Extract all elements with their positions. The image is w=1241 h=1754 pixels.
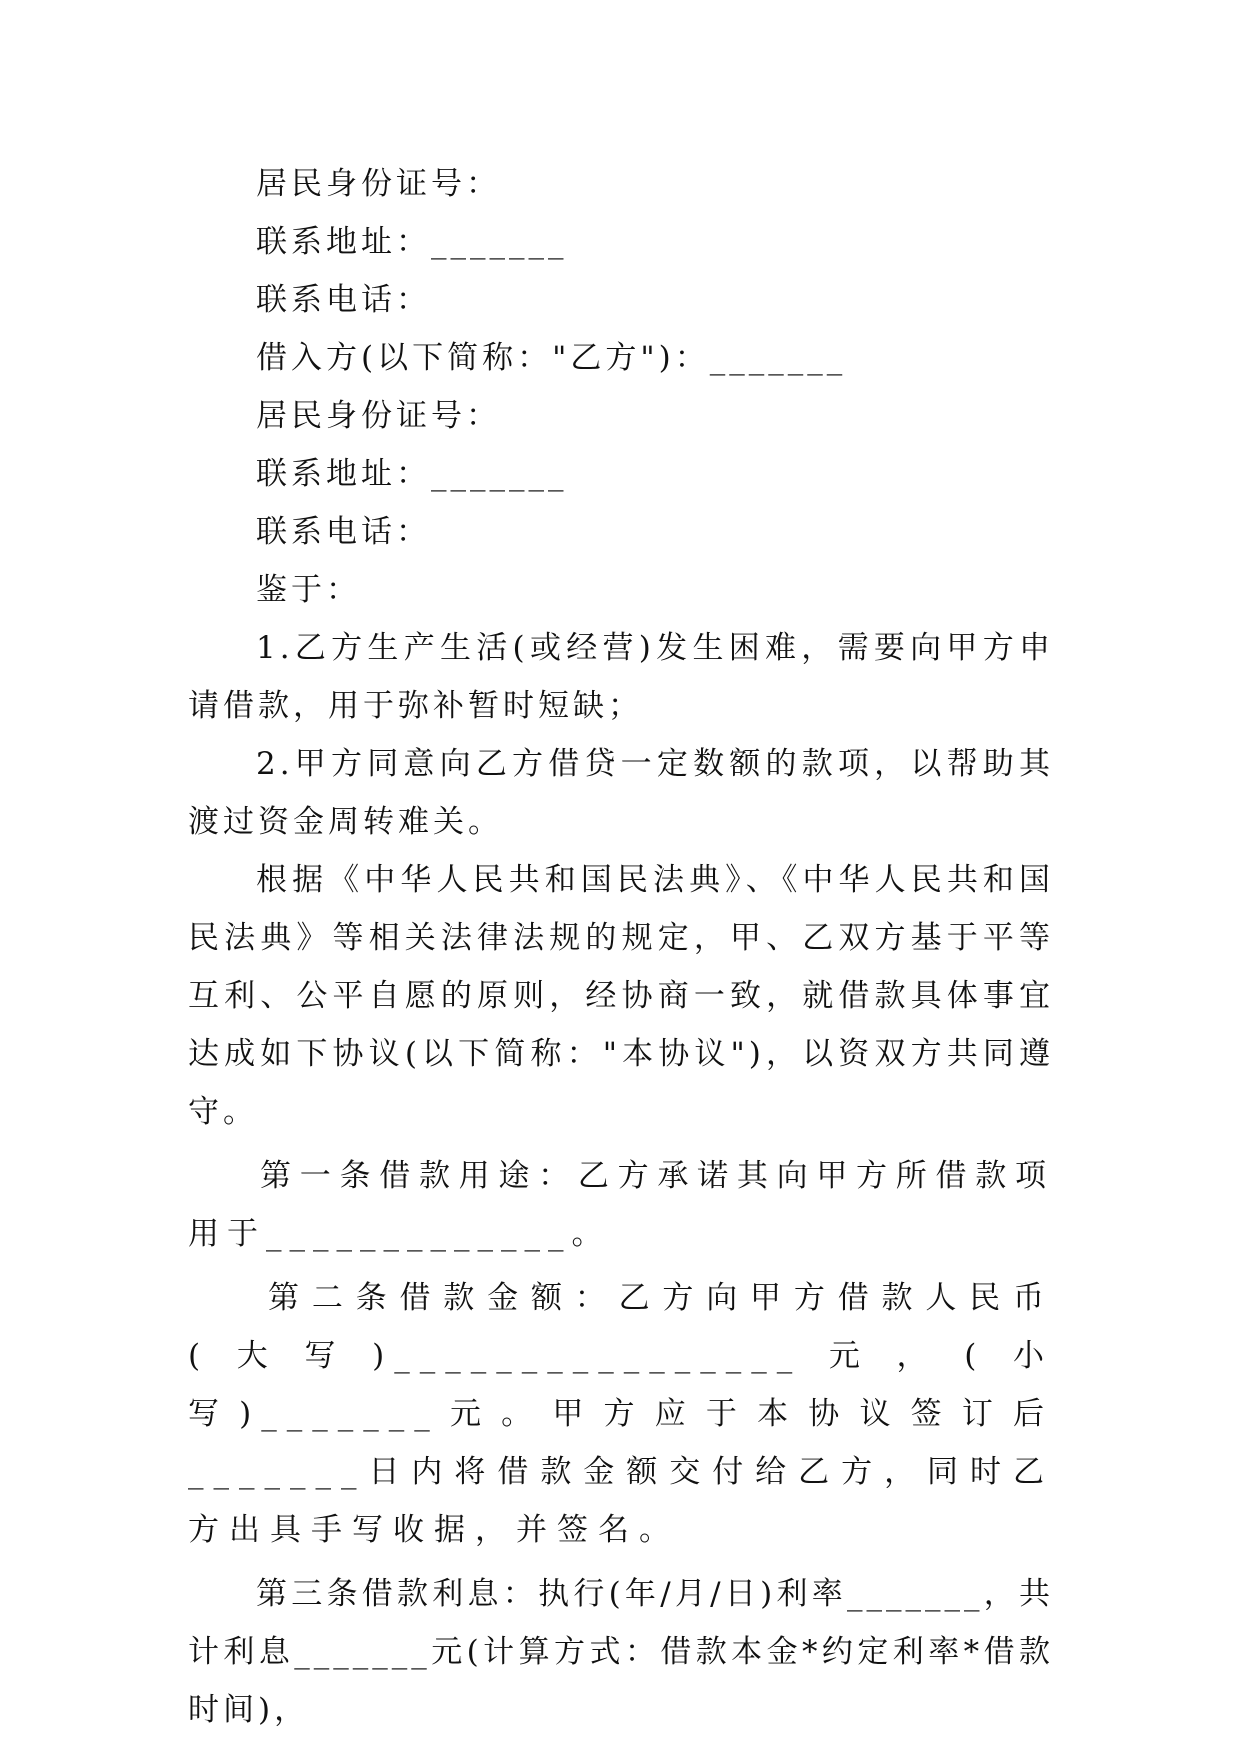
lender-phone-line: 联系电话： — [256, 282, 431, 318]
borrower-phone-line: 联系电话： — [256, 514, 431, 550]
recital-1: 1.乙方生产生活(或经营)发生困难，需要向甲方申请借款，用于弥补暂时短缺； — [188, 630, 1054, 724]
borrower-id-line: 居民身份证号： — [256, 398, 501, 434]
document-body — [188, 155, 1054, 1739]
article-3-interest: 第三条借款利息：执行(年/月/日)利率_______，共计利息_______元(计算方式：借款本金*约定利率*借款时间)， — [188, 1576, 1054, 1728]
article-1-purpose: 第一条借款用途：乙方承诺其向甲方所借款项用于_____________。 — [188, 1158, 1054, 1252]
recital-2: 2.甲方同意向乙方借贷一定数额的款项，以帮助其渡过资金周转难关。 — [188, 746, 1054, 840]
lender-id-line: 居民身份证号： — [256, 166, 501, 202]
borrower-line: 借入方(以下简称："乙方")：_______ — [256, 340, 847, 376]
lender-address-line: 联系地址：_______ — [256, 224, 568, 260]
whereas-line: 鉴于： — [256, 572, 361, 608]
article-2-amount: 第二条借款金额：乙方向甲方借款人民币(大写)________________元，(小写)_______元。甲方应于本协议签订后_______日内将借款金额交付给乙方，同时乙方出具手写收据，并签名。 — [188, 1280, 1054, 1548]
legal-basis-paragraph: 根据《中华人民共和国民法典》、《中华人民共和国民法典》等相关法律法规的规定，甲、乙双方基于平等互利、公平自愿的原则，经协商一致，就借款具体事宜达成如下协议(以下简称："本协议")，以资双方共同遵守。 — [188, 862, 1054, 1130]
borrower-address-line: 联系地址：_______ — [256, 456, 568, 492]
